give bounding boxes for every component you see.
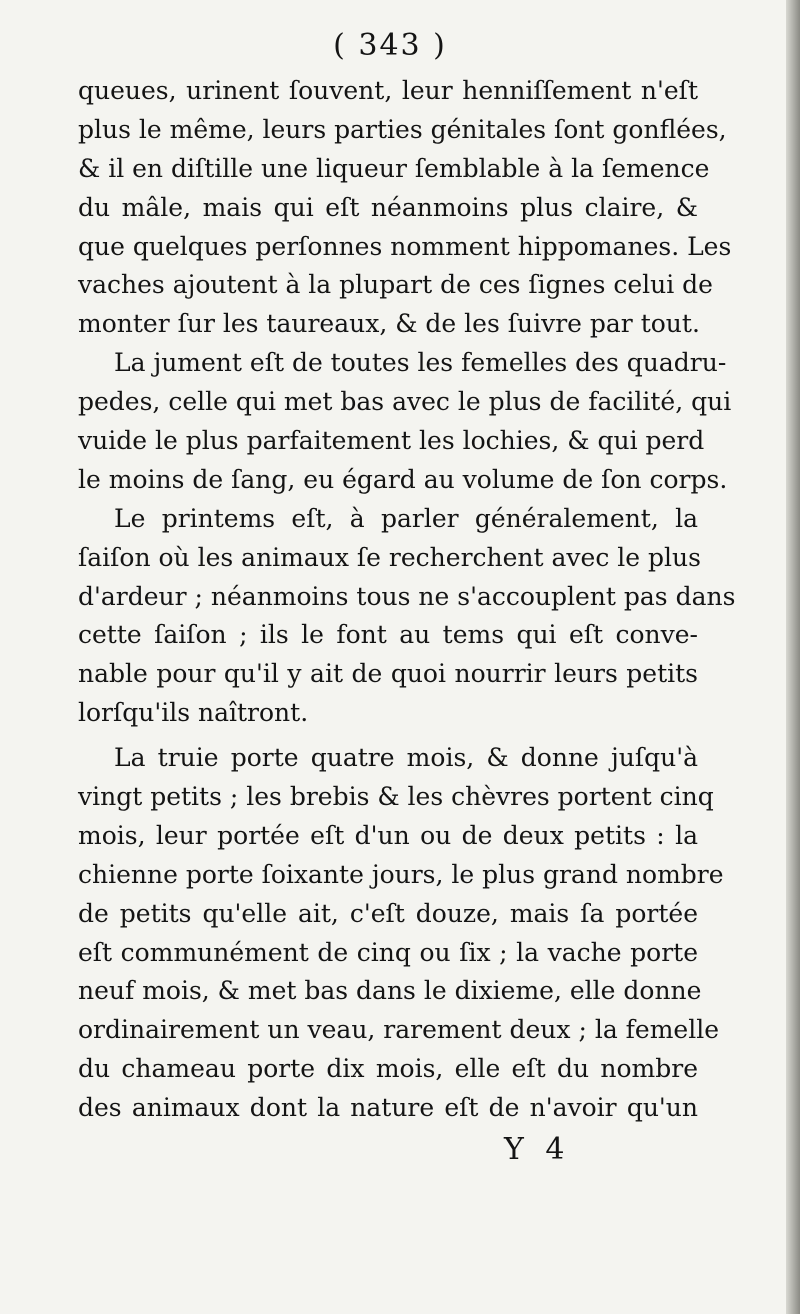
- paragraph-start-line: La truie porte quatre mois, & donne juſqu'à: [114, 743, 698, 773]
- text-line: lorſqu'ils naîtront.: [78, 698, 309, 728]
- text-line: ſaiſon où les animaux ſe recherchent avec le plus: [78, 542, 701, 572]
- paragraph-start-line: Le printems eſt, à parler généralement, la: [114, 503, 698, 533]
- text-line: des animaux dont la nature eſt de n'avoir qu'un: [78, 1093, 698, 1123]
- text-line: vingt petits ; les brebis & les chèvres portent cinq: [78, 782, 714, 812]
- text-line: que quelques perſonnes nomment hippomanes. Les: [78, 231, 732, 261]
- text-line: nable pour qu'il y ait de quoi nourrir leurs petits: [78, 659, 698, 689]
- text-line: mois, leur portée eſt d'un ou de deux petits : la: [78, 820, 698, 850]
- paragraph-start-line: La jument eſt de toutes les femelles des quadru-: [114, 348, 727, 378]
- text-line: vaches ajoutent à la plupart de ces ſignes celui de: [78, 270, 713, 300]
- text-line: chienne porte ſoixante jours, le plus grand nombre: [78, 859, 724, 889]
- signature-mark: Y 4: [504, 1132, 571, 1167]
- text-line: de petits qu'elle ait, c'eſt douze, mais ſa portée: [78, 898, 698, 928]
- text-line: plus le même, leurs parties génitales ſont gonflées,: [78, 114, 727, 144]
- body-text: [78, 72, 736, 1128]
- text-line: eſt communément de cinq ou ſix ; la vache porte: [78, 937, 698, 967]
- text-line: du chameau porte dix mois, elle eſt du nombre: [78, 1054, 698, 1084]
- text-line: le moins de ſang, eu égard au volume de ſon corps.: [78, 464, 728, 494]
- text-line: cette ſaiſon ; ils le font au tems qui eſt conve-: [78, 620, 698, 650]
- text-line: queues, urinent ſouvent, leur henniſſement n'eſt: [78, 76, 698, 105]
- text-line: du mâle, mais qui eſt néanmoins plus claire, &: [78, 192, 698, 222]
- text-line: monter ſur les taureaux, & de les ſuivre par tout.: [78, 309, 700, 339]
- page-number: ( 343 ): [333, 28, 447, 63]
- text-line: vuide le plus parfaitement les lochies, & qui perd: [78, 426, 705, 456]
- text-line: neuf mois, & met bas dans le dixieme, elle donne: [78, 976, 702, 1006]
- page-edge-shadow: [786, 0, 800, 1314]
- text-line: & il en diſtille une liqueur ſemblable à la ſemence: [78, 153, 710, 183]
- text-line: ordinairement un veau, rarement deux ; la femelle: [78, 1015, 720, 1045]
- text-line: pedes, celle qui met bas avec le plus de facilité, qui: [78, 387, 732, 417]
- text-line: d'ardeur ; néanmoins tous ne s'accouplent pas dans: [78, 581, 736, 611]
